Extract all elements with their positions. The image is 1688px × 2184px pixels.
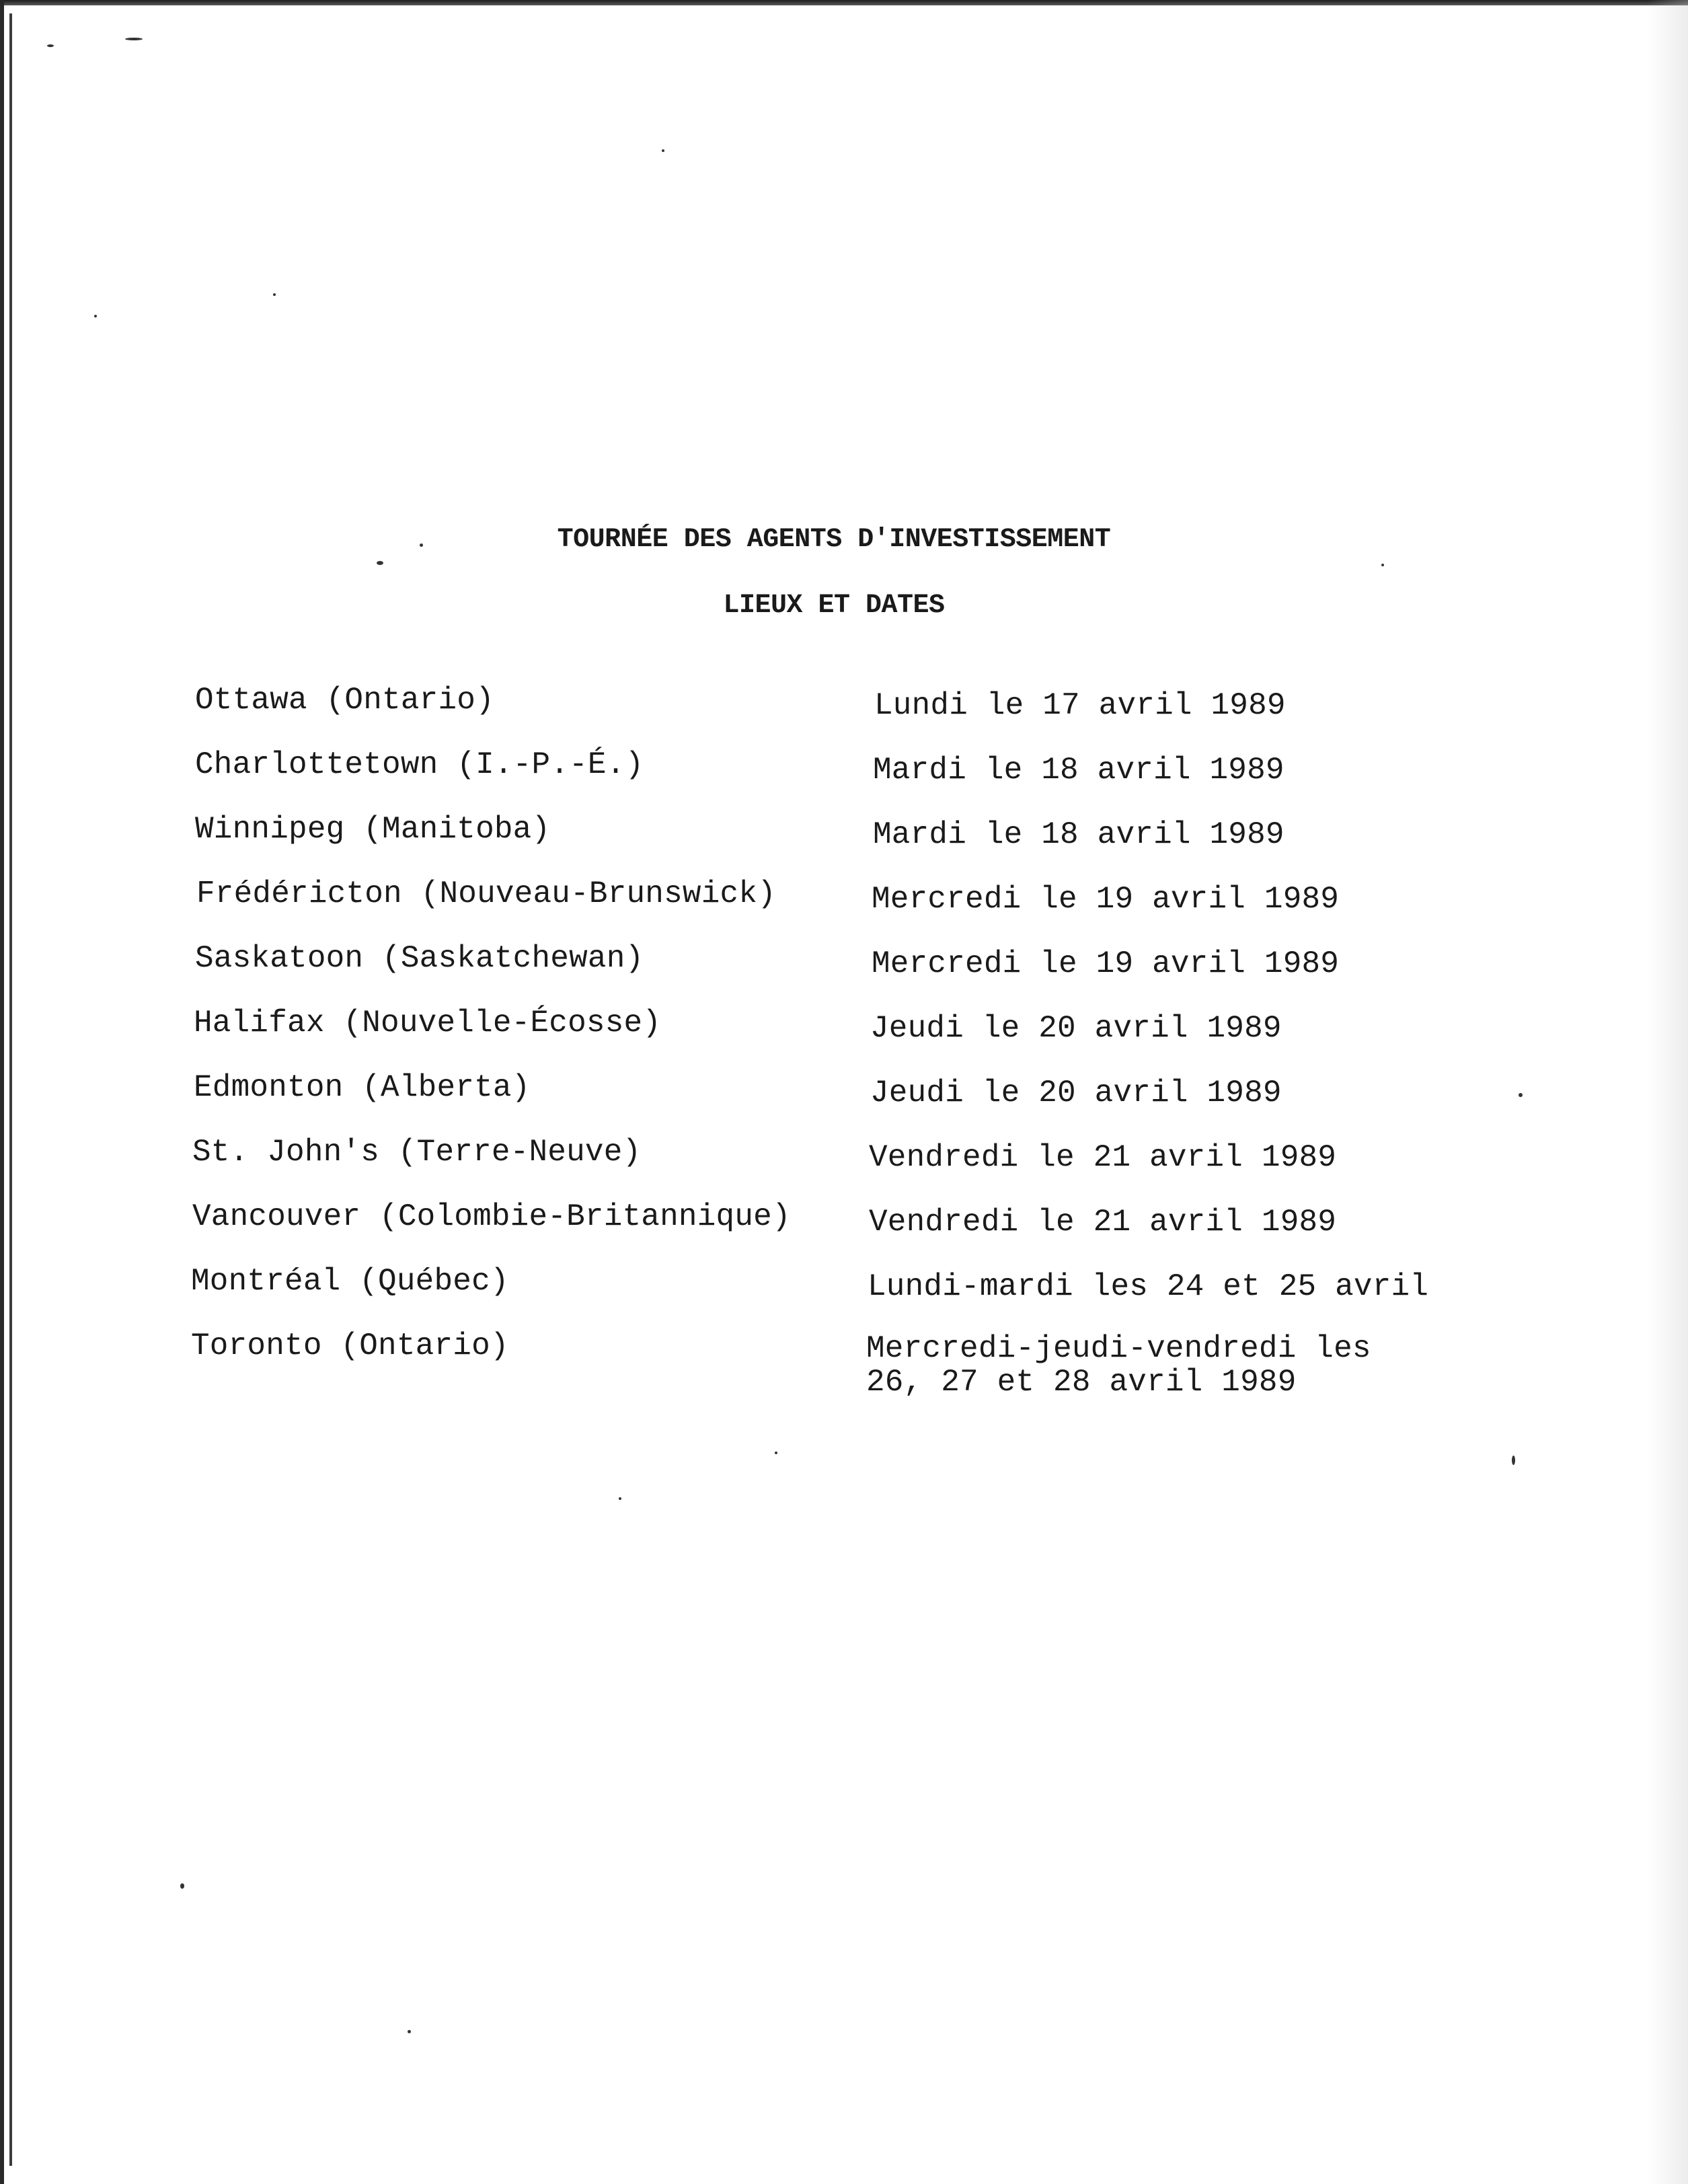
- scan-speck: [377, 561, 383, 565]
- scan-speck: [94, 315, 97, 317]
- schedule-place: Halifax (Nouvelle-Écosse): [194, 1006, 662, 1041]
- schedule-place: Winnipeg (Manitoba): [195, 812, 551, 847]
- scan-speck: [662, 149, 664, 152]
- scan-speck: [47, 44, 54, 47]
- schedule-place: Vancouver (Colombie-Britannique): [192, 1199, 791, 1234]
- schedule-date-line2: 26, 27 et 28 avril 1989: [866, 1365, 1297, 1400]
- scan-speck: [1512, 1456, 1515, 1465]
- scan-edge-top: [0, 0, 1688, 5]
- scan-speck: [180, 1883, 184, 1889]
- schedule-place: Ottawa (Ontario): [195, 683, 494, 718]
- scan-speck: [408, 2030, 411, 2033]
- schedule-row: [0, 1200, 1688, 1240]
- schedule-date: Vendredi le 21 avril 1989: [869, 1140, 1337, 1175]
- schedule-place: Charlottetown (I.-P.-É.): [195, 747, 644, 782]
- schedule-row: [0, 1071, 1688, 1111]
- schedule-place: Toronto (Ontario): [191, 1328, 509, 1363]
- schedule-row: [0, 1265, 1688, 1305]
- schedule-row: [0, 813, 1688, 853]
- schedule-date: Lundi-mardi les 24 et 25 avril: [868, 1269, 1429, 1304]
- schedule-place: Edmonton (Alberta): [194, 1070, 531, 1105]
- scan-speck: [775, 1452, 777, 1454]
- schedule-date: Vendredi le 21 avril 1989: [869, 1205, 1337, 1240]
- schedule-date: Mardi le 18 avril 1989: [873, 817, 1284, 852]
- schedule-place: Frédéricton (Nouveau-Brunswick): [196, 876, 776, 911]
- schedule-place: Saskatoon (Saskatchewan): [195, 941, 644, 976]
- scan-speck: [1381, 564, 1384, 566]
- schedule-row: [0, 877, 1688, 917]
- document-title: TOURNÉE DES AGENTS D'INVESTISSEMENT: [557, 525, 1111, 555]
- schedule-row: [0, 748, 1688, 788]
- scan-speck: [619, 1497, 621, 1500]
- schedule-date: Jeudi le 20 avril 1989: [870, 1076, 1282, 1110]
- schedule-date: Jeudi le 20 avril 1989: [870, 1011, 1282, 1046]
- schedule-date: Lundi le 17 avril 1989: [874, 688, 1286, 723]
- schedule-date: Mercredi le 19 avril 1989: [872, 882, 1340, 917]
- schedule-row: [0, 942, 1688, 982]
- schedule-date: Mercredi le 19 avril 1989: [872, 946, 1340, 981]
- schedule-row: [0, 1329, 1688, 1410]
- schedule-date-line1: Mercredi-jeudi-vendredi les: [866, 1331, 1371, 1366]
- document-subtitle: LIEUX ET DATES: [723, 591, 945, 621]
- scan-speck: [273, 293, 276, 296]
- schedule-row: [0, 1006, 1688, 1047]
- schedule-row: [0, 1135, 1688, 1176]
- schedule-place: Montréal (Québec): [191, 1264, 509, 1299]
- schedule-date: Mardi le 18 avril 1989: [873, 753, 1284, 788]
- scan-speck: [125, 38, 143, 40]
- schedule-row: [0, 683, 1688, 724]
- schedule-place: St. John's (Terre-Neuve): [192, 1135, 642, 1170]
